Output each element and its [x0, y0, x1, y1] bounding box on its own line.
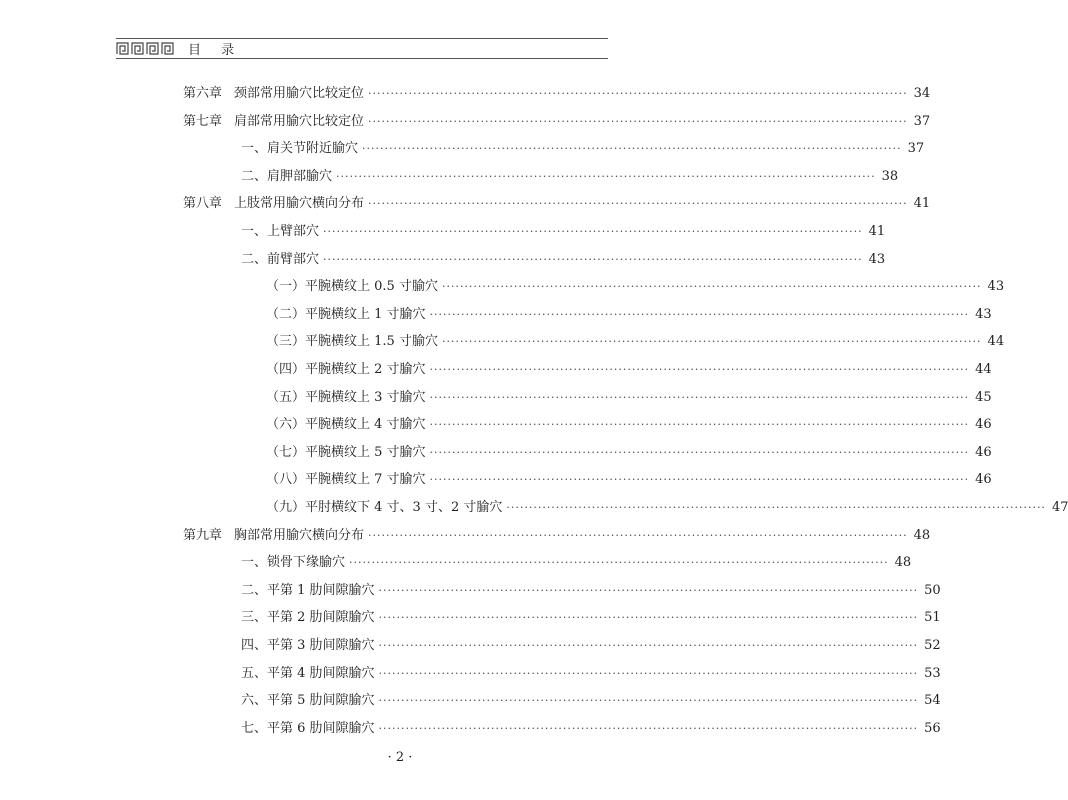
toc-leader-dots: ························································································································	[323, 252, 863, 266]
toc-leader-dots: ························································································································	[441, 280, 982, 294]
toc-entry[interactable]	[266, 386, 992, 406]
toc-page-number: 34	[913, 86, 931, 101]
toc-page-number: 52	[924, 638, 941, 653]
toc-leader-dots: ························································································································	[429, 473, 970, 487]
toc-entry[interactable]	[241, 551, 912, 571]
toc-leader-dots: ························································································································	[378, 694, 919, 708]
toc-leader-dots: ························································································································	[378, 639, 919, 652]
toc-entry-title: 二、肩胛部腧穴	[241, 168, 333, 184]
toc-entry-label	[266, 358, 426, 377]
toc-entry[interactable]	[266, 275, 1005, 295]
toc-entry-title: 胸部常用腧穴横向分布	[234, 527, 365, 543]
toc-leader-dots: ························································································································	[323, 225, 863, 238]
toc-entry[interactable]	[266, 441, 992, 461]
toc-entry-label	[241, 137, 358, 156]
toc-leader-dots: ························································································································	[378, 583, 919, 597]
toc-page-number: 43	[975, 306, 992, 322]
toc-entry-title: 一、上臂部穴	[241, 224, 320, 239]
toc-leader-dots: ························································································································	[368, 114, 908, 128]
fret-pattern-icon	[116, 42, 178, 55]
toc-page-number: 48	[913, 527, 931, 543]
toc-leader-dots: ························································································································	[429, 418, 970, 432]
toc-entry[interactable]	[241, 689, 941, 709]
toc-leader-dots: ························································································································	[368, 87, 908, 100]
toc-page-number: 44	[975, 362, 992, 377]
toc-entry-label	[266, 496, 502, 515]
toc-entry-label	[241, 717, 375, 736]
toc-entry-label	[183, 192, 364, 211]
toc-entry-title: 二、平第 1 肋间隙腧穴	[241, 582, 375, 598]
toc-entry-title: （九）平肘横纹下 4 寸、3 寸、2 寸腧穴	[266, 500, 503, 515]
toc-entry-title: 五、平第 4 肋间隙腧穴	[241, 665, 375, 681]
toc-entry-title: 二、前臂部穴	[241, 251, 320, 267]
toc-entry-label	[266, 413, 426, 432]
toc-page-number: 44	[987, 334, 1005, 350]
toc-entry[interactable]	[241, 220, 886, 240]
toc-page-number: 48	[894, 555, 912, 571]
toc-page-number: 56	[924, 720, 941, 736]
toc-page-number: 37	[907, 141, 925, 157]
toc-entry-label	[266, 275, 438, 294]
toc-entry-label	[266, 386, 426, 405]
toc-entry-title: 七、平第 6 肋间隙腧穴	[241, 720, 375, 736]
toc-page-number: 53	[924, 665, 941, 681]
toc-page-number: 54	[924, 693, 941, 709]
toc-entry-label	[266, 330, 438, 349]
toc-leader-dots: ························································································································	[349, 556, 889, 570]
toc-leader-dots: ························································································································	[378, 611, 919, 625]
toc-entry-label	[241, 689, 375, 708]
toc-leader-dots: ························································································································	[429, 445, 970, 459]
toc-entry-title: 上肢常用腧穴横向分布	[234, 196, 365, 212]
toc-entry[interactable]	[241, 717, 941, 737]
toc-chapter-entry[interactable]	[183, 82, 931, 102]
toc-entry-label	[266, 441, 426, 460]
toc-entry-title: （二）平腕横纹上 1 寸腧穴	[266, 306, 426, 322]
toc-entry-label	[266, 303, 426, 322]
toc-entry-title: （五）平腕横纹上 3 寸腧穴	[266, 389, 426, 405]
toc-entry-title: （七）平腕横纹上 5 寸腧穴	[266, 444, 426, 460]
toc-page-number: 38	[881, 168, 899, 184]
toc-entry-label	[241, 634, 375, 653]
toc-entry-label	[241, 220, 319, 239]
toc-page-number: 50	[924, 582, 941, 598]
toc-entry-label	[241, 551, 345, 570]
toc-page-number: 41	[913, 196, 931, 212]
toc-page-number: 46	[975, 444, 992, 460]
toc-leader-dots: ························································································································	[429, 307, 970, 321]
header-title: 目 录	[188, 43, 243, 58]
toc-leader-dots: ························································································································	[506, 501, 1046, 514]
toc-chapter-entry[interactable]	[183, 524, 931, 544]
toc-entry-label	[241, 662, 375, 681]
toc-entry-label	[241, 579, 375, 598]
toc-entry[interactable]	[241, 606, 941, 626]
toc-page-number: 51	[924, 610, 941, 626]
toc-entry[interactable]	[241, 579, 941, 599]
toc-page-number: 46	[975, 417, 992, 433]
toc-entry[interactable]	[241, 165, 899, 185]
toc-entry-title: （三）平腕横纹上 1.5 寸腧穴	[266, 334, 438, 350]
toc-entry-label	[183, 110, 364, 129]
toc-page-number: 47	[1051, 500, 1068, 515]
toc-entry-title: 一、肩关节附近腧穴	[241, 141, 359, 157]
toc-entry-title: 六、平第 5 肋间隙腧穴	[241, 693, 375, 709]
toc-entry-label	[266, 468, 426, 487]
toc-entry[interactable]	[266, 303, 992, 323]
toc-leader-dots: ························································································································	[368, 197, 908, 211]
toc-chapter-number: 第九章	[183, 527, 223, 543]
toc-chapter-number: 第七章	[183, 113, 223, 129]
toc-leader-dots: ························································································································	[441, 335, 982, 349]
toc-leader-dots: ························································································································	[336, 169, 876, 183]
toc-entry[interactable]	[241, 137, 925, 157]
toc-entry-title: 肩部常用腧穴比较定位	[234, 113, 365, 129]
toc-entry-label	[183, 82, 364, 101]
toc-entry[interactable]	[241, 634, 941, 654]
page-number: · 2 ·	[387, 750, 413, 765]
toc-entry-label	[241, 606, 375, 625]
toc-page-number: 46	[975, 472, 992, 488]
toc-entry-title: （四）平腕横纹上 2 寸腧穴	[266, 362, 426, 377]
toc-entry[interactable]	[266, 468, 992, 488]
running-header	[116, 36, 608, 60]
toc-entry[interactable]	[266, 330, 1005, 350]
header-rule-bottom	[116, 58, 608, 59]
toc-page-number: 41	[868, 224, 886, 239]
toc-chapter-entry[interactable]	[183, 110, 931, 130]
toc-page-number: 37	[913, 113, 931, 129]
toc-entry[interactable]	[266, 413, 992, 433]
toc-leader-dots: ························································································································	[429, 390, 970, 404]
toc-entry-label	[241, 165, 332, 184]
toc-leader-dots: ························································································································	[429, 363, 970, 376]
toc-entry-title: 四、平第 3 肋间隙腧穴	[241, 638, 375, 653]
toc-entry-label	[241, 248, 319, 267]
toc-leader-dots: ························································································································	[368, 528, 908, 542]
toc-entry-title: 一、锁骨下缘腧穴	[241, 555, 346, 571]
toc-page-number: 43	[868, 251, 886, 267]
toc-leader-dots: ························································································································	[378, 721, 919, 735]
toc-leader-dots: ························································································································	[378, 666, 919, 680]
toc-entry-title: （六）平腕横纹上 4 寸腧穴	[266, 417, 426, 433]
toc-chapter-entry[interactable]	[183, 192, 931, 212]
toc-entry[interactable]	[266, 358, 992, 378]
toc-entry[interactable]	[241, 248, 886, 268]
toc-chapter-number: 第八章	[183, 196, 223, 212]
toc-entry-title: 三、平第 2 肋间隙腧穴	[241, 610, 375, 626]
toc-entry-label	[183, 524, 364, 543]
toc-entry[interactable]	[266, 496, 1068, 516]
toc-entry-title: （一）平腕横纹上 0.5 寸腧穴	[266, 279, 438, 295]
toc-page-number: 43	[987, 279, 1005, 295]
toc-entry-title: （八）平腕横纹上 7 寸腧穴	[266, 472, 426, 488]
toc-leader-dots: ························································································································	[362, 142, 902, 156]
toc-entry[interactable]	[241, 662, 941, 682]
toc-chapter-number: 第六章	[183, 86, 223, 101]
toc-entry-title: 颈部常用腧穴比较定位	[234, 86, 365, 101]
toc-page-number: 45	[975, 389, 992, 405]
